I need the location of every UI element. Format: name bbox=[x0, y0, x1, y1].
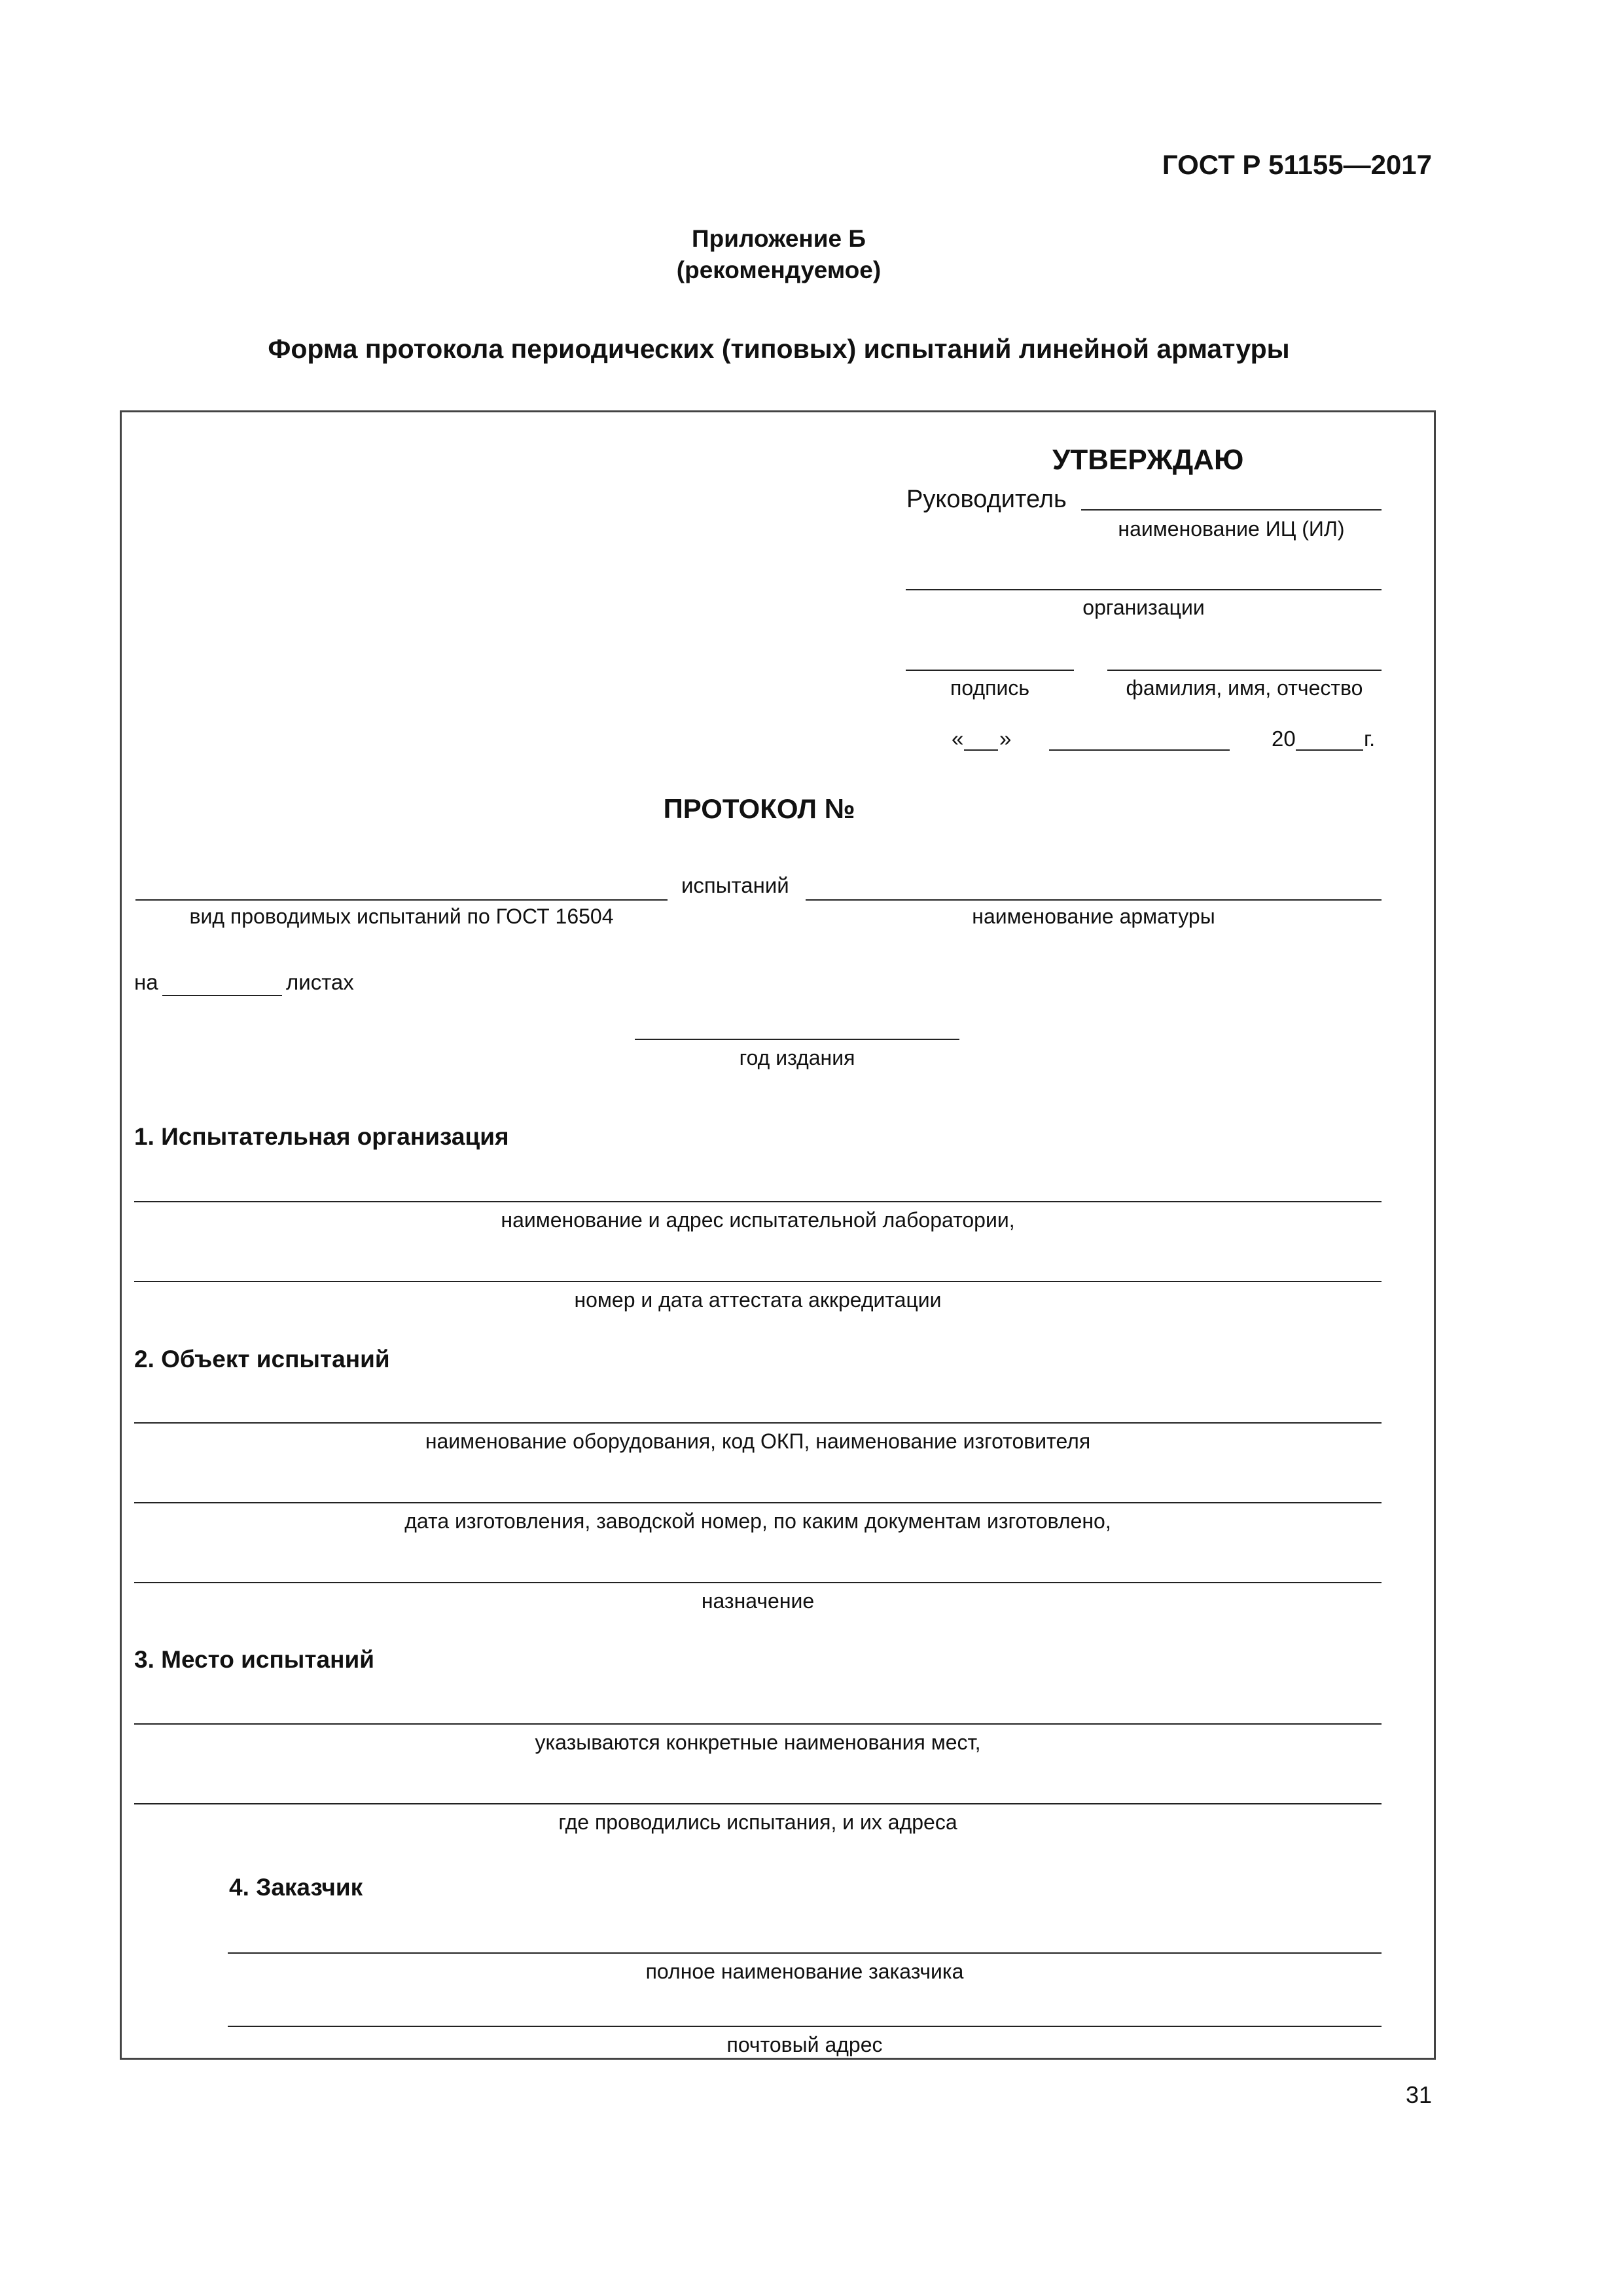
section-1-heading: 1. Испытательная организация bbox=[134, 1123, 509, 1150]
section-2-line-2 bbox=[134, 1502, 1382, 1503]
date-year-suffix: г. bbox=[1364, 726, 1376, 751]
section-3-line-2 bbox=[134, 1803, 1382, 1804]
date-quote-open: « bbox=[952, 726, 964, 751]
appendix-status: (рекомендуемое) bbox=[676, 257, 882, 283]
caption-org: организации bbox=[1082, 596, 1205, 619]
section-2-caption-2: дата изготовления, заводской номер, по каким документам изготовлено, bbox=[404, 1509, 1111, 1533]
caption-fitting-name: наименование арматуры bbox=[972, 905, 1215, 928]
head-label: Руководитель bbox=[906, 486, 1067, 513]
sheets-suffix: листах bbox=[286, 970, 354, 994]
section-1-line-1 bbox=[134, 1201, 1382, 1202]
date-month-line bbox=[1049, 749, 1230, 751]
protocol-title: ПРОТОКОЛ № bbox=[663, 793, 855, 824]
standard-code: ГОСТ Р 51155—2017 bbox=[1162, 149, 1432, 180]
section-2-caption-3: назначение bbox=[701, 1589, 815, 1613]
sheets-count-line bbox=[162, 995, 282, 996]
test-type-line bbox=[135, 899, 668, 901]
section-4-caption-1: полное наименование заказчика bbox=[645, 1960, 964, 1983]
section-4-line-2 bbox=[228, 2026, 1382, 2027]
caption-year: год издания bbox=[739, 1046, 855, 1069]
caption-test-type: вид проводимых испытаний по ГОСТ 16504 bbox=[189, 905, 614, 928]
org-line bbox=[906, 589, 1382, 590]
fio-line bbox=[1107, 670, 1382, 671]
year-line bbox=[635, 1039, 959, 1040]
section-4-line-1 bbox=[228, 1952, 1382, 1954]
section-2-caption-1: наименование оборудования, код ОКП, наименование изготовителя bbox=[425, 1429, 1091, 1453]
page-number: 31 bbox=[1405, 2081, 1432, 2108]
caption-ic: наименование ИЦ (ИЛ) bbox=[1118, 517, 1345, 541]
section-3-caption-2: где проводились испытания, и их адреса bbox=[558, 1810, 957, 1834]
appendix-title: Приложение Б bbox=[692, 225, 866, 252]
section-2-line-1 bbox=[134, 1422, 1382, 1424]
signature-line bbox=[906, 670, 1074, 671]
tests-word: испытаний bbox=[681, 873, 789, 897]
date-year-line bbox=[1296, 749, 1363, 751]
approval-heading: УТВЕРЖДАЮ bbox=[1052, 444, 1244, 476]
section-2-line-3 bbox=[134, 1582, 1382, 1583]
section-4-heading: 4. Заказчик bbox=[229, 1874, 363, 1901]
date-year-prefix: 20 bbox=[1272, 726, 1296, 751]
date-quote-close: » bbox=[999, 726, 1012, 751]
head-name-line bbox=[1081, 509, 1382, 511]
caption-fio: фамилия, имя, отчество bbox=[1126, 676, 1363, 700]
fitting-name-line bbox=[806, 899, 1382, 901]
section-3-line-1 bbox=[134, 1723, 1382, 1725]
section-1-caption-2: номер и дата аттестата аккредитации bbox=[574, 1288, 942, 1312]
section-1-line-2 bbox=[134, 1281, 1382, 1282]
section-2-heading: 2. Объект испытаний bbox=[134, 1346, 390, 1372]
caption-signature: подпись bbox=[950, 676, 1029, 700]
sheets-prefix: на bbox=[134, 970, 158, 994]
section-3-heading: 3. Место испытаний bbox=[134, 1646, 374, 1673]
date-day-line bbox=[964, 749, 998, 751]
section-3-caption-1: указываются конкретные наименования мест, bbox=[535, 1731, 981, 1754]
section-4-caption-2: почтовый адрес bbox=[726, 2033, 883, 2056]
section-1-caption-1: наименование и адрес испытательной лаборатории, bbox=[501, 1208, 1015, 1232]
form-title: Форма протокола периодических (типовых) испытаний линейной арматуры bbox=[268, 334, 1290, 364]
